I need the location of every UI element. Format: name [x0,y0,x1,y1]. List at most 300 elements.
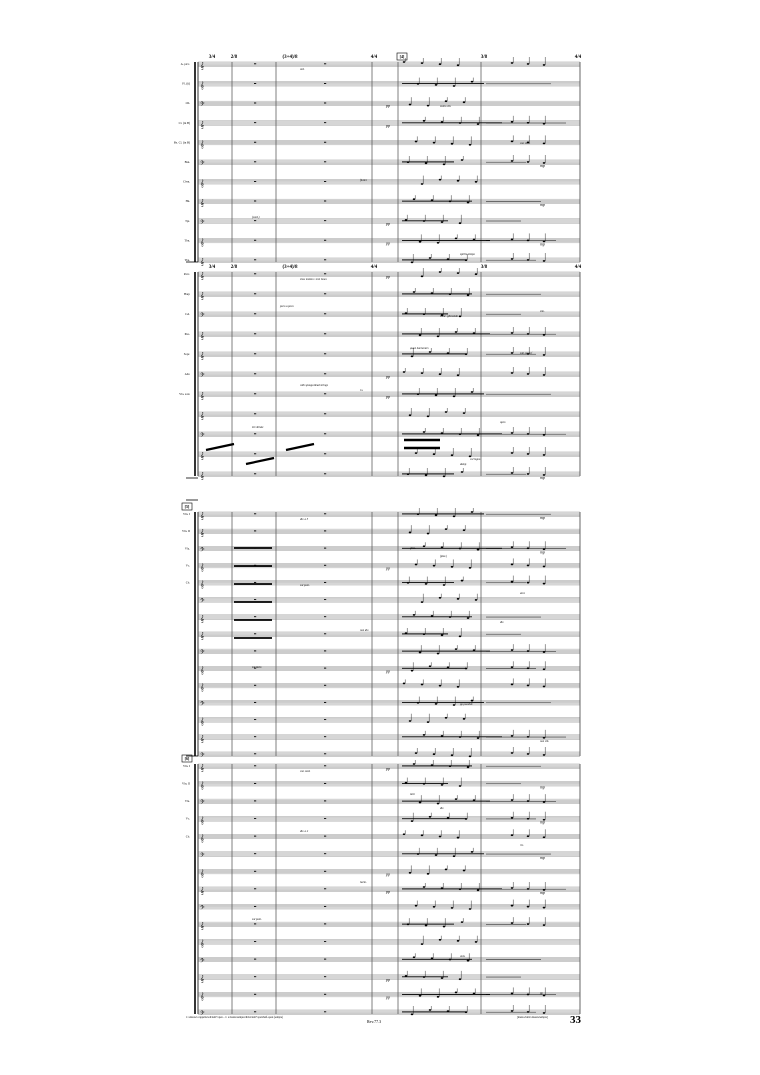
measure-rest [254,181,256,182]
note-head [421,372,424,374]
note-head [429,351,432,353]
note-head [527,547,530,549]
measure-rest [254,924,256,925]
note-head [437,336,440,338]
note-head [527,888,530,890]
note-head [439,939,442,941]
note-head [471,700,474,702]
note-head [457,837,460,839]
measure-rest [324,906,326,907]
note-head [441,221,444,223]
performance-annotation: gliss. [410,547,416,550]
note-head [441,887,444,889]
note-head [511,817,514,819]
note-head [439,597,442,599]
note-head [455,238,458,240]
clef-icon: 𝄞 [200,472,205,480]
note-head [469,567,472,569]
note-head [425,583,428,585]
note-head [471,391,474,393]
note-head [543,801,546,803]
note-head [427,721,430,723]
measure-rest [254,582,256,583]
clef-icon: 𝄞 [200,352,205,360]
dynamic-mark: pp [386,220,390,226]
note-head [511,993,514,995]
clef-icon: 𝄢 [200,904,205,913]
note-head [473,239,476,241]
note-head [445,528,448,530]
note-head [417,513,420,515]
measure-rest [254,393,256,394]
note-head [403,371,406,373]
clef-icon: 𝄞 [200,717,205,726]
note-head [443,926,446,928]
note-head [511,160,514,162]
measure-rest [254,201,256,202]
instrument-label: Vc. [185,563,190,568]
instrument-label: Cel. [185,312,190,316]
instrument-label: Cbsn. [183,179,190,184]
note-head [407,161,410,163]
measure-rest [254,765,256,766]
note-head [511,735,514,737]
measure-rest [324,259,326,260]
note-head [447,258,450,260]
note-head [457,180,460,182]
note-head [439,179,442,181]
measure-rest [254,871,256,872]
note-head [423,313,426,315]
note-head [439,373,442,375]
clef-icon: 𝄞 [200,332,205,340]
note-head [543,434,546,436]
instrument-label: Cl. (in B) [178,120,190,125]
time-signature: 3/8 [480,55,488,60]
measure-rest [324,685,326,686]
note-head [425,474,428,476]
note-head [427,533,430,535]
note-head [449,293,452,295]
note-head [433,753,436,755]
clef-icon: 𝄢 [200,1010,205,1018]
note-head [427,416,430,418]
measure-rest [254,994,256,995]
note-head [527,667,530,669]
clef-icon: 𝄞 [200,62,205,70]
note-head [543,566,546,568]
measure-rest [254,433,256,434]
clef-icon: 𝄞 [200,834,205,843]
note-head [543,334,546,336]
note-head [467,960,470,962]
note-head [413,956,416,958]
note-head [511,684,514,686]
note-head [421,943,424,945]
note-head [465,818,468,820]
performance-annotation: sul pont. [300,584,310,587]
note-head [445,717,448,719]
clef-icon: 𝄞 [200,614,205,623]
page-number: 33 [570,1014,581,1026]
footer-center: Rev.77.3 [367,1019,382,1024]
performance-annotation: div. a 2 [300,830,309,833]
note-head [407,582,410,584]
note-head [415,452,418,454]
measure-rest [324,220,326,221]
measure-rest [254,240,256,241]
note-head [419,995,422,997]
note-head [543,374,546,376]
note-head [469,144,472,146]
measure-rest [324,531,326,532]
note-head [455,992,458,994]
note-head [543,123,546,125]
note-head [511,352,514,354]
clef-icon: 𝄢 [200,101,205,110]
time-signature: 3/8 [480,265,488,270]
dynamic-mark: pp [386,766,390,771]
note-head [527,122,530,124]
note-head [511,1010,514,1012]
performance-annotation: quasi harmonics [410,347,429,350]
performance-annotation: con sord. [520,142,531,145]
clef-icon: 𝄞 [200,272,205,280]
clef-icon: 𝄢 [200,649,205,658]
note-head [423,120,426,122]
performance-annotation: damp [460,463,467,466]
instrument-label: Hn. [185,199,190,204]
clef-icon: 𝄞 [200,199,205,208]
dynamic-mark: pp [386,871,390,877]
measure-rest [254,783,256,784]
measure-rest [324,333,326,334]
performance-annotation: tutti [410,793,415,796]
note-head [511,332,514,334]
note-head [459,548,462,550]
measure-rest [254,719,256,720]
dynamic-mark: pp [386,274,390,279]
note-head [527,433,530,435]
note-head [527,994,530,996]
note-head [511,62,514,64]
note-head [403,61,406,63]
note-head [451,454,454,456]
note-head [543,836,546,838]
note-head [411,670,414,672]
note-head [543,907,546,909]
measure-rest [324,668,326,669]
clef-icon: 𝄞 [200,258,205,266]
dynamic-mark: mp [540,819,545,825]
performance-annotation: molto vib. [440,105,452,108]
note-head [511,564,514,566]
note-head [403,683,406,685]
time-signature: 2/8 [230,55,238,60]
dynamic-mark: mp [540,549,545,555]
dynamic-mark: mp [540,475,545,480]
note-head [463,101,466,103]
performance-annotation: sim. [540,310,545,313]
note-head [455,798,458,800]
note-head [475,273,478,275]
note-head [455,648,458,650]
note-head [543,354,546,356]
clef-icon: 𝄢 [200,700,205,709]
note-head [427,105,430,107]
footer-right: [mezzo/tutti/a mezza/sempre] [517,1016,548,1019]
note-head [511,239,514,241]
note-head [435,394,438,396]
dynamic-mark: mp [540,241,545,247]
note-head [543,737,546,739]
note-head [405,632,408,634]
clef-icon: 𝄞 [200,392,205,400]
note-head [527,685,530,687]
note-head [473,649,476,651]
note-head [437,242,440,244]
measure-rest [254,373,256,374]
note-head [441,634,444,636]
clef-icon: 𝄢 [200,752,205,760]
note-head [431,957,434,959]
measure-rest [254,161,256,162]
note-head [473,993,476,995]
note-head [511,905,514,907]
note-head [439,63,442,65]
note-head [435,703,438,705]
note-head [511,121,514,123]
measure-rest [324,582,326,583]
clef-icon: 𝄞 [200,939,205,948]
note-head [511,452,514,454]
note-head [423,545,426,547]
performance-annotation: ric. [520,844,524,847]
note-head [527,1011,530,1013]
note-head [473,332,476,334]
performance-annotation: non div. [360,629,369,632]
note-head [459,316,462,318]
note-head [543,651,546,653]
note-head [447,817,450,819]
measure-rest [324,313,326,314]
clef-icon: 𝄞 [200,452,205,460]
performance-annotation: poco a poco [280,305,294,308]
measure-rest [254,736,256,737]
note-head [433,906,436,908]
note-head [477,737,480,739]
note-head [527,818,530,820]
note-head [405,219,408,221]
rehearsal-mark: [5] [184,504,190,509]
performance-annotation: col legno [470,458,481,461]
note-head [419,334,422,336]
dynamic-mark: pp [386,103,390,109]
dynamic-mark: mp [540,202,545,208]
note-head [433,453,436,455]
measure-rest [254,293,256,294]
note-head [527,753,530,755]
note-head [445,411,448,413]
instrument-label: A. picc. [180,62,190,66]
note-head [421,276,424,278]
time-signature: 4/4 [574,55,582,60]
note-head [417,853,420,855]
measure-rest [324,941,326,942]
note-head [543,143,546,145]
note-head [477,889,480,891]
measure-rest [254,353,256,354]
note-head [415,905,418,907]
note-head [457,374,460,376]
clef-icon: 𝄞 [200,816,205,825]
measure-rest [324,83,326,84]
note-head [439,836,442,838]
performance-annotation: flutter. [360,179,368,182]
time-signature: 4/4 [370,55,378,60]
note-head [435,854,438,856]
measure-rest [254,273,256,274]
note-head [465,353,468,355]
note-head [527,453,530,455]
performance-annotation: pp possible [460,703,473,706]
note-head [511,834,514,836]
note-head [461,580,464,582]
note-head [431,292,434,294]
note-head [445,869,448,871]
performance-annotation: div. a 3 [300,518,309,521]
performance-annotation: div. [440,807,444,810]
dynamic-mark: pp [386,668,390,674]
note-head [459,636,462,638]
performance-annotation: pp [540,992,543,995]
time-signature: 3/4 [208,265,216,270]
measure-rest [254,836,256,837]
clef-icon: 𝄞 [200,666,205,675]
measure-rest [254,413,256,414]
note-head [411,820,414,822]
measure-rest [254,473,256,474]
note-head [405,312,408,314]
note-head [511,922,514,924]
measure-rest [324,240,326,241]
note-head [417,393,420,395]
note-head [475,941,478,943]
note-head [527,473,530,475]
note-head [451,754,454,756]
note-head [405,975,408,977]
measure-rest [324,818,326,819]
note-head [477,434,480,436]
note-head [527,835,530,837]
note-head [423,431,426,433]
instrument-label: Cb. [185,580,190,585]
note-head [413,763,416,765]
note-head [443,476,446,478]
measure-rest [324,513,326,514]
note-head [409,414,412,416]
measure-rest [254,453,256,454]
note-head [415,141,418,143]
measure-rest [324,548,326,549]
note-head [425,162,428,164]
measure-rest [254,103,256,104]
measure-rest [324,616,326,617]
performance-annotation: ord. [300,68,305,71]
measure-rest [324,565,326,566]
note-head [527,63,530,65]
clef-icon: 𝄞 [200,764,205,772]
clef-icon: 𝄢 [200,312,205,320]
performance-annotation: (pizz.) [440,555,447,558]
note-head [461,471,464,473]
measure-rest [254,616,256,617]
measure-rest [324,765,326,766]
note-head [459,433,462,435]
note-head [463,718,466,720]
performance-annotation: sul tasto [252,666,262,669]
note-head [433,142,436,144]
note-head [455,331,458,333]
note-head [431,199,434,201]
measure-rest [324,373,326,374]
clef-icon: 𝄞 [200,887,205,895]
note-head [411,262,414,264]
note-head [421,601,424,603]
note-head [471,81,474,83]
note-head [463,529,466,531]
note-head [413,614,416,616]
measure-rest [254,259,256,260]
clef-icon: 𝄞 [200,529,205,538]
clef-icon: 𝄞 [200,683,205,692]
measure-rest [324,142,326,143]
note-head [459,978,462,980]
instrument-label: Sopr. [183,352,190,356]
note-head [409,872,412,874]
note-head [459,736,462,738]
note-head [471,511,474,513]
note-head [435,84,438,86]
note-head [413,291,416,293]
measure-rest [254,531,256,532]
note-head [453,516,456,518]
clef-icon: 𝄞 [200,781,205,790]
dynamic-mark: mp [540,515,545,520]
rehearsal-mark: [6] [184,756,190,761]
measure-rest [324,599,326,600]
note-head [441,432,444,434]
note-head [469,908,472,910]
note-head [467,202,470,204]
note-head [459,785,462,787]
clef-icon: 𝄢 [200,218,205,227]
note-head [457,272,460,274]
note-head [469,756,472,758]
note-head [461,159,464,161]
performance-annotation: harm. [360,881,367,884]
dynamic-mark: pp [386,976,390,982]
measure-rest [324,353,326,354]
note-head [431,764,434,766]
measure-rest [254,63,256,64]
measure-rest [324,976,326,977]
clef-icon: 𝄞 [200,81,205,90]
performance-annotation: sub. poco f [520,352,533,355]
note-head [463,870,466,872]
clef-icon: 𝄞 [200,632,205,640]
measure-rest [254,651,256,652]
